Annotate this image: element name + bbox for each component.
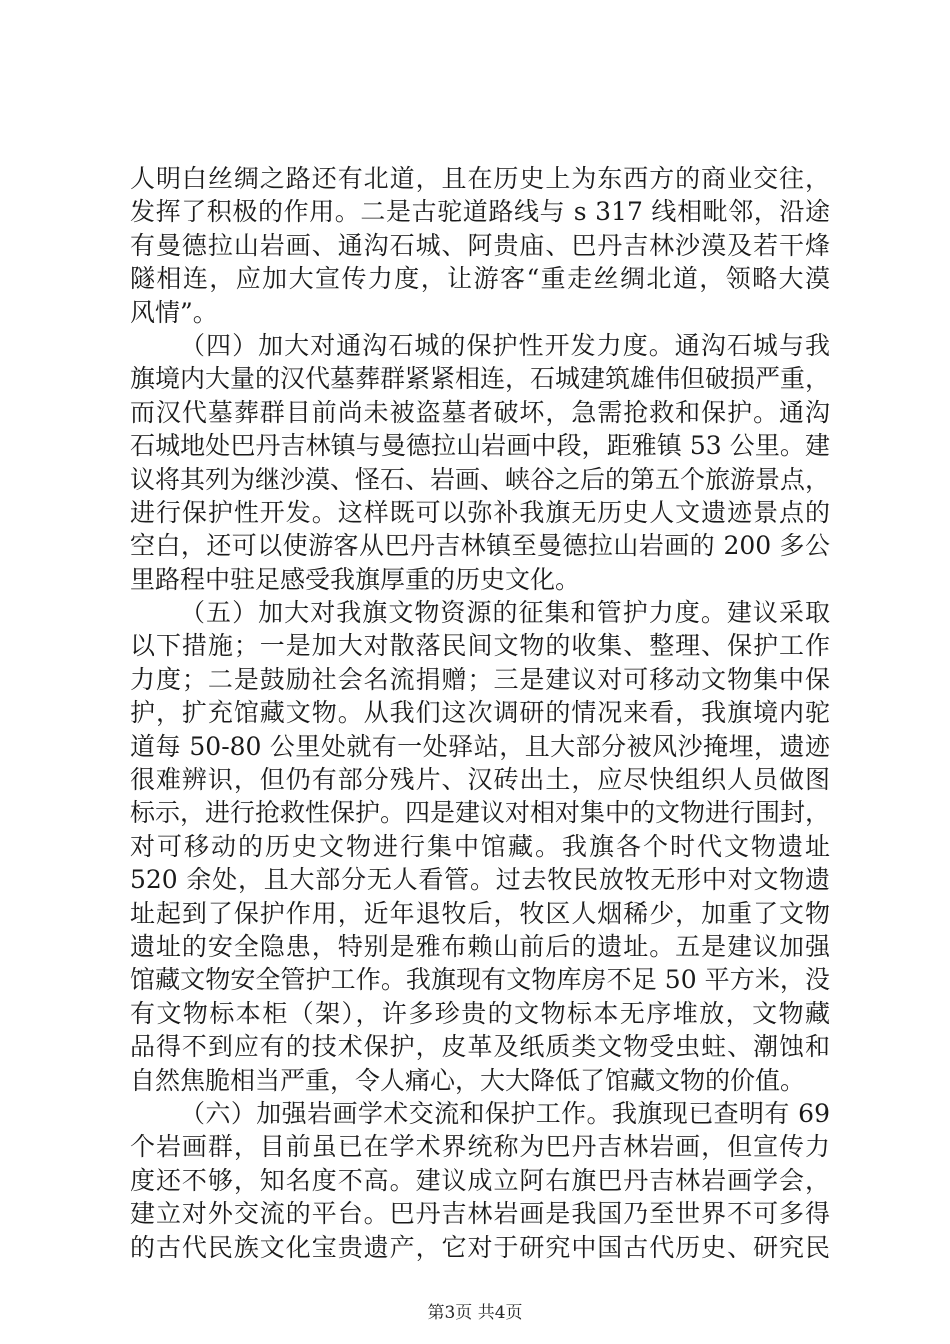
page-number-footer: 第3页 共4页 xyxy=(427,1303,523,1323)
text-line: 里路程中驻足感受我旗厚重的历史文化。 xyxy=(130,564,581,594)
text-line: 品得不到应有的技术保护，皮革及纸质类文物受虫蛀、潮蚀和 xyxy=(130,1032,830,1062)
text-line: 力度；二是鼓励社会名流捐赠；三是建议对可移动文物集中保 xyxy=(130,664,830,694)
text-line: 遗址的安全隐患，特别是雅布赖山前后的遗址。五是建议加强 xyxy=(130,931,830,961)
text-line: 风情”。 xyxy=(130,297,218,327)
text-line: 馆藏文物安全管护工作。我旗现有文物库房不足 50 平方米，没 xyxy=(130,965,830,995)
paragraph-heading-line: （六）加强岩画学术交流和保护工作。我旗现已查明有 69 xyxy=(180,1098,830,1128)
text-line: 度还不够，知名度不高。建议成立阿右旗巴丹吉林岩画学会， xyxy=(130,1165,830,1195)
text-line: 以下措施；一是加大对散落民间文物的收集、整理、保护工作 xyxy=(130,631,830,661)
paragraph-heading-line: （五）加大对我旗文物资源的征集和管护力度。建议采取 xyxy=(180,598,830,628)
document-body xyxy=(130,162,830,1264)
text-line: 建立对外交流的平台。巴丹吉林岩画是我国乃至世界不可多得 xyxy=(130,1199,830,1229)
text-line: 发挥了积极的作用。二是古驼道路线与 s 317 线相毗邻，沿途 xyxy=(130,197,830,227)
text-line: 的古代民族文化宝贵遗产，它对于研究中国古代历史、研究民 xyxy=(130,1232,830,1262)
paragraph-heading-line: （四）加大对通沟石城的保护性开发力度。通沟石城与我 xyxy=(180,330,830,360)
text-line: 标示，进行抢救性保护。四是建议对相对集中的文物进行围封， xyxy=(130,798,830,828)
text-line: 址起到了保护作用，近年退牧后，牧区人烟稀少，加重了文物 xyxy=(130,898,830,928)
text-line: 议将其列为继沙漠、怪石、岩画、峡谷之后的第五个旅游景点， xyxy=(130,464,830,494)
text-line: 自然焦脆相当严重，令人痛心，大大降低了馆藏文物的价值。 xyxy=(130,1065,806,1095)
text-line: 有文物标本柜（架），许多珍贵的文物标本无序堆放，文物藏 xyxy=(130,998,830,1028)
text-line: 空白，还可以使游客从巴丹吉林镇至曼德拉山岩画的 200 多公 xyxy=(130,531,830,561)
text-line: 个岩画群，目前虽已在学术界统称为巴丹吉林岩画，但宣传力 xyxy=(130,1132,830,1162)
text-line: 石城地处巴丹吉林镇与曼德拉山岩画中段，距雅镇 53 公里。建 xyxy=(130,431,830,461)
text-line: 隧相连，应加大宣传力度，让游客“重走丝绸北道，领略大漠 xyxy=(130,264,830,294)
text-line: 很难辨识，但仍有部分残片、汉砖出土，应尽快组织人员做图 xyxy=(130,765,830,795)
text-line: 护，扩充馆藏文物。从我们这次调研的情况来看，我旗境内驼 xyxy=(130,698,830,728)
text-line: 有曼德拉山岩画、通沟石城、阿贵庙、巴丹吉林沙漠及若干烽 xyxy=(130,230,830,260)
text-line: 进行保护性开发。这样既可以弥补我旗无历史人文遗迹景点的 xyxy=(130,497,830,527)
text-line: 520 余处，且大部分无人看管。过去牧民放牧无形中对文物遗 xyxy=(130,865,830,895)
text-line: 旗境内大量的汉代墓葬群紧紧相连，石城建筑雄伟但破损严重， xyxy=(130,364,830,394)
text-line: 而汉代墓葬群目前尚未被盗墓者破坏，急需抢救和保护。通沟 xyxy=(130,397,830,427)
text-line: 人明白丝绸之路还有北道，且在历史上为东西方的商业交往， xyxy=(130,164,830,193)
text-line: 道每 50-80 公里处就有一处驿站，且大部分被风沙掩埋，遗迹 xyxy=(130,731,830,761)
text-line: 对可移动的历史文物进行集中馆藏。我旗各个时代文物遗址 xyxy=(130,831,830,861)
